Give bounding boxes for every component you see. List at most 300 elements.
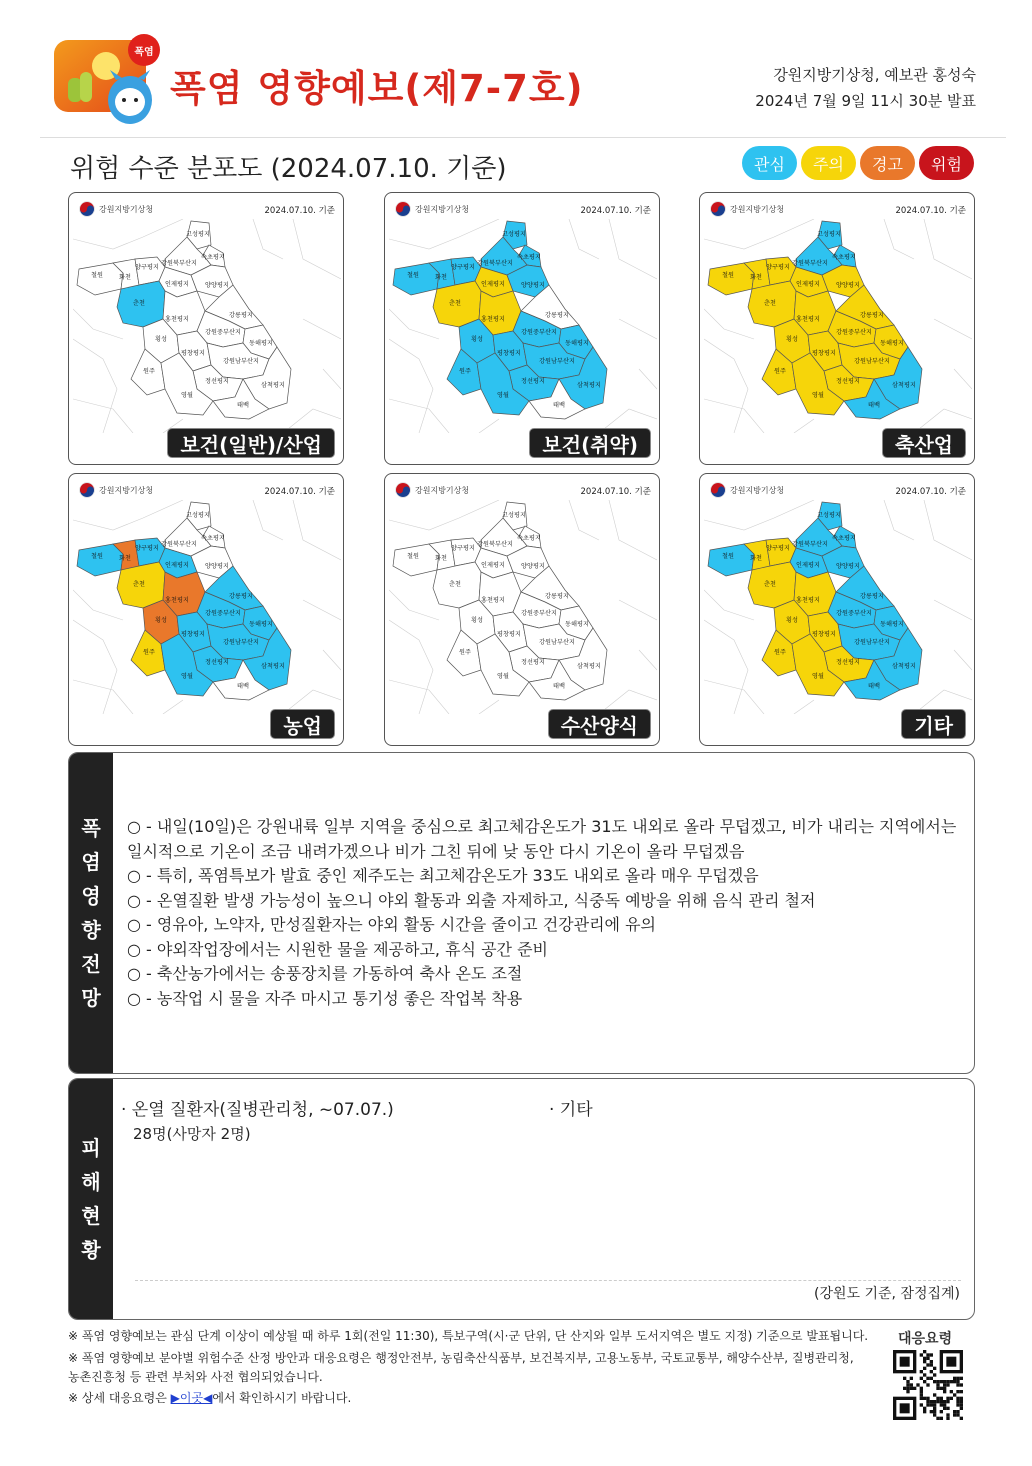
qr-module [923,1373,926,1376]
region-label: 정선평지 [836,659,860,666]
risk-map-card [68,192,344,465]
region-label: 강릉평지 [860,593,884,600]
terrain-line [389,680,449,714]
map-sector-label: 보건(취약) [529,428,651,458]
terrain-line [73,680,133,714]
region-label: 고성평지 [502,231,526,238]
region-label: 양양평지 [521,563,545,570]
qr-module [946,1380,949,1383]
qr-module [930,1360,933,1363]
terrain-line [704,219,814,249]
section-title: 위험 수준 분포도 (2024.07.10. 기준) [70,154,507,184]
region-label: 강원중부산지 [521,329,557,336]
terrain-line [609,500,657,560]
qr-module [956,1400,959,1403]
region-label: 인제평지 [165,562,189,569]
region-label: 정선평지 [205,659,229,666]
region-label: 강릉평지 [860,312,884,319]
terrain-line [619,600,657,620]
terrain-line [704,620,748,714]
terrain-line [323,650,341,670]
region-label: 화천 [119,555,131,562]
qr-module [920,1370,923,1373]
outlook-line: ○ - 특히, 폭염특보가 발효 중인 제주도는 최고체감온도가 33도 내외로 올라 매우 무덥겠음 [127,866,759,885]
qr-module [926,1357,929,1360]
region-label: 평창평지 [181,350,205,357]
kma-emblem-icon [710,201,726,217]
region-label: 삼척평지 [577,382,601,389]
terrain-line [479,419,499,433]
qr-finder [946,1357,956,1367]
qr-module [960,1407,963,1410]
heat-illness-count: 28명(사망자 2명) [133,1125,251,1143]
region-철원 [393,263,439,295]
agency-name: 강원지방기상청 [99,205,154,214]
map-header [395,482,651,500]
side-char: 영 [81,884,101,908]
map-header [395,201,651,219]
qr-module [926,1403,929,1406]
qr-module [956,1397,959,1400]
damage-note: (강원도 기준, 잠정집계) [814,1286,960,1302]
region-label: 평창평지 [497,631,521,638]
terrain-line [639,650,657,670]
terrain-line [73,339,117,433]
region-label: 영월 [497,392,509,399]
terrain-line [253,500,283,540]
region-label: 강원북부산지 [792,260,828,267]
terrain-line [704,680,764,714]
region-label: 강원남부산지 [539,639,575,646]
region-label: 횡성 [155,617,167,624]
qr-module [960,1417,963,1420]
kma-emblem-icon [395,482,411,498]
qr-module [933,1380,936,1383]
side-char: 폭 [81,816,101,840]
region-label: 강원남부산지 [539,358,575,365]
region-label: 강릉평지 [229,312,253,319]
region-label: 고성평지 [817,231,841,238]
region-label: 횡성 [471,336,483,343]
region-label: 고성평지 [817,512,841,519]
region-label: 태백 [868,683,880,690]
region-label: 양구평지 [451,545,475,552]
qr-module [930,1363,933,1366]
terrain-line [389,219,499,249]
qr-module [940,1380,943,1383]
qr-module [946,1417,949,1420]
qr-module [936,1397,939,1400]
terrain-line [934,600,972,620]
region-label: 영월 [181,673,193,680]
qr-module [950,1380,953,1383]
region-label: 고성평지 [502,512,526,519]
side-char: 염 [81,850,101,874]
terrain-line [884,219,914,259]
qr-module [923,1407,926,1410]
qr-module [916,1383,919,1386]
region-label: 홍천평지 [481,597,505,604]
qr-module [930,1400,933,1403]
outlook-line: ○ - 농작업 시 물을 자주 마시고 통기성 좋은 작업복 착용 [127,988,523,1008]
qr-module [953,1377,956,1380]
region-label: 평창평지 [497,350,521,357]
qr-module [910,1383,913,1386]
qr-module [926,1383,929,1386]
qr-module [933,1400,936,1403]
legend-level-1: 관심 [742,146,797,180]
damage-box [68,1078,975,1320]
region-label: 속초평지 [201,254,225,261]
region-label: 삼척평지 [261,382,285,389]
region-label: 횡성 [155,336,167,343]
map-sector-label: 수산양식 [548,709,651,739]
region-철원 [77,263,123,295]
region-label: 강원북부산지 [792,541,828,548]
terrain-line [389,620,433,714]
outlook-box [68,752,975,1074]
side-char: 망 [81,986,101,1010]
risk-map-card [699,473,975,746]
side-char: 향 [81,918,101,942]
region-label: 강원남부산지 [854,639,890,646]
terrain-line [619,319,657,339]
qr-module [933,1410,936,1413]
region-label: 인제평지 [796,562,820,569]
qr-module [933,1393,936,1396]
terrain-line [704,399,764,433]
qr-finder [900,1357,910,1367]
region-label: 속초평지 [201,535,225,542]
region-label: 화천 [119,274,131,281]
terrain-line [303,319,341,339]
terrain-line [954,369,972,389]
region-label: 인제평지 [165,281,189,288]
risk-map-card [384,192,660,465]
region-label: 원주 [459,649,471,656]
qr-module [930,1370,933,1373]
qr-module [923,1410,926,1413]
region-철원 [708,263,754,295]
footer-note-1: ※ 폭염 영향예보는 관심 단계 이상이 예상될 때 하루 1회(전일 11:30), 특보구역(시·군 단위, 단 산지와 일부 도서지역은 별도 지정) 기준으로 발표됩니다. [68,1329,869,1343]
qr-module [923,1367,926,1370]
region-label: 영월 [181,392,193,399]
region-label: 평창평지 [812,350,836,357]
terrain-line [73,399,133,433]
qr-module [926,1353,929,1356]
qr-module [956,1383,959,1386]
terrain-line [73,500,183,530]
region-label: 강원북부산지 [161,541,197,548]
terrain-line [934,319,972,339]
map-date: 2024.07.10. 기준 [895,206,966,216]
region-label: 춘천 [764,300,776,307]
qr-module [946,1383,949,1386]
region-label: 태백 [553,683,565,690]
gangwon-region-map [73,500,341,714]
terrain-line [73,620,117,714]
region-label: 홍천평지 [165,316,189,323]
terrain-line [293,219,341,279]
qr-module [943,1380,946,1383]
terrain-line [389,590,439,620]
qr-module [953,1393,956,1396]
region-label: 동해평지 [880,340,904,347]
region-label: 태백 [237,402,249,409]
region-label: 강원북부산지 [161,260,197,267]
qr-module [943,1383,946,1386]
side-char: 해 [81,1170,101,1194]
region-label: 원주 [774,649,786,656]
outlook-line: ○ - 야외작업장에서는 시원한 물을 제공하고, 휴식 공간 준비 [127,939,548,959]
region-label: 양구평지 [766,545,790,552]
gangwon-region-map [389,219,657,433]
region-label: 철원 [407,272,419,279]
outlook-line: ○ - 영유아, 노약자, 만성질환자는 야외 활동 시간을 줄이고 건강관리에 유의 [127,915,656,934]
risk-map-card [68,473,344,746]
header-divider [40,137,1006,138]
map-header [710,201,966,219]
region-label: 양양평지 [521,282,545,289]
terrain-line [704,339,748,433]
region-label: 강릉평지 [545,312,569,319]
region-label: 동해평지 [249,340,273,347]
region-label: 양양평지 [205,282,229,289]
risk-legend [742,146,974,180]
qr-module [960,1397,963,1400]
qr-module [923,1397,926,1400]
qr-module [926,1400,929,1403]
region-label: 횡성 [471,617,483,624]
region-label: 삼척평지 [892,663,916,670]
qr-module [930,1377,933,1380]
qr-module [923,1350,926,1353]
qr-module [943,1400,946,1403]
heatwave-badge: 폭염 [128,34,160,66]
region-label: 철원 [91,272,103,279]
side-char: 현 [81,1204,101,1228]
region-label: 삼척평지 [261,663,285,670]
qr-module [953,1410,956,1413]
legend-level-2: 주의 [801,146,856,180]
region-label: 삼척평지 [577,663,601,670]
qr-module [913,1387,916,1390]
other-damage-heading: · 기타 [549,1100,593,1120]
outlook-line: ○ - 내일(10일)은 강원내륙 일부 지역을 중심으로 최고체감온도가 31도 내외로 올라 무덥겠고, 비가 내리는 지역에서는 일시적으로 기온이 조금 내려가겠으나 비가 그친 뒤에 낮 동안 다시 기온이 올라 무덥겠음 [127,817,957,861]
region-label: 철원 [91,553,103,560]
region-label: 강원북부산지 [477,541,513,548]
region-label: 태백 [553,402,565,409]
region-label: 동해평지 [249,621,273,628]
qr-module [920,1353,923,1356]
terrain-line [924,219,972,279]
region-label: 강원북부산지 [477,260,513,267]
qr-module [943,1407,946,1410]
kma-emblem-icon [710,482,726,498]
terrain-line [73,219,183,249]
region-label: 강원중부산지 [521,610,557,617]
terrain-line [924,500,972,560]
kma-emblem-icon [79,201,95,217]
outlook-line: ○ - 축산농가에서는 송풍장치를 가동하여 축사 온도 조절 [127,964,523,983]
qr-module [910,1387,913,1390]
qr-module [920,1397,923,1400]
terrain-line [639,369,657,389]
response-guide-link[interactable]: ▶이곳◀ [170,1391,213,1405]
header [0,0,1032,140]
map-sector-label: 농업 [270,709,335,739]
qr-module [940,1410,943,1413]
terrain-line [794,419,814,433]
map-header [710,482,966,500]
qr-module [946,1413,949,1416]
gangwon-region-map [389,500,657,714]
region-철원 [77,544,123,576]
region-label: 강원남부산지 [223,358,259,365]
region-label: 인제평지 [481,281,505,288]
damage-divider [135,1280,961,1281]
region-철원 [393,544,439,576]
region-label: 고성평지 [186,231,210,238]
qr-module [960,1400,963,1403]
qr-module [936,1387,939,1390]
qr-module [956,1410,959,1413]
terrain-line [389,500,499,530]
region-label: 철원 [407,553,419,560]
terrain-line [704,590,754,620]
map-date: 2024.07.10. 기준 [895,487,966,497]
agency-name: 강원지방기상청 [730,205,785,214]
qr-module [920,1377,923,1380]
qr-module [923,1360,926,1363]
region-label: 정선평지 [521,378,545,385]
agency-name: 강원지방기상청 [415,205,470,214]
issue-time: 2024년 7월 9일 11시 30분 발표 [755,92,976,110]
page-title: 폭염 영향예보(제7-7호) [170,67,584,110]
outlook-text [127,815,957,1011]
region-label: 강원중부산지 [836,610,872,617]
region-label: 양양평지 [836,563,860,570]
qr-module [906,1387,909,1390]
terrain-line [704,500,814,530]
qr-module [940,1403,943,1406]
kma-emblem-icon [395,201,411,217]
terrain-line [794,700,814,714]
region-label: 평창평지 [812,631,836,638]
qr-module [950,1390,953,1393]
region-label: 원주 [143,649,155,656]
qr-module [936,1417,939,1420]
damage-side-label [69,1079,113,1319]
qr-module [956,1403,959,1406]
outlook-line: ○ - 온열질환 발생 가능성이 높으니 야외 활동과 외출 자제하고, 식중독 예방을 위해 음식 관리 철저 [127,890,816,910]
region-label: 양구평지 [451,264,475,271]
region-label: 인제평지 [481,562,505,569]
qr-module [920,1393,923,1396]
region-label: 춘천 [133,581,145,588]
qr-module [923,1357,926,1360]
region-label: 양구평지 [135,545,159,552]
qr-code[interactable] [893,1350,963,1420]
region-label: 철원 [722,272,734,279]
qr-module [910,1377,913,1380]
region-label: 양양평지 [205,563,229,570]
region-label: 영월 [497,673,509,680]
map-header [79,482,335,500]
qr-module [933,1407,936,1410]
gangwon-region-map [704,219,972,433]
region-label: 강릉평지 [229,593,253,600]
qr-module [956,1380,959,1383]
region-label: 화천 [750,555,762,562]
side-char: 황 [81,1238,101,1262]
qr-module [946,1407,949,1410]
qr-module [960,1390,963,1393]
qr-module [933,1413,936,1416]
terrain-line [253,219,283,259]
qr-finder [900,1403,910,1413]
region-label: 고성평지 [186,512,210,519]
qr-module [950,1397,953,1400]
terrain-line [389,399,449,433]
region-label: 홍천평지 [481,316,505,323]
heat-illness-heading: · 온열 질환자(질병관리청, ~07.07.) [121,1100,394,1120]
gangwon-region-map [73,219,341,433]
agency-name: 강원지방기상청 [730,486,785,495]
qr-module [943,1403,946,1406]
map-date: 2024.07.10. 기준 [580,206,651,216]
qr-module [940,1400,943,1403]
terrain-line [389,339,433,433]
qr-module [956,1377,959,1380]
issuer-info [755,62,976,114]
map-sector-label: 기타 [901,709,966,739]
region-label: 강원남부산지 [223,639,259,646]
region-label: 원주 [143,368,155,375]
footer-note-4 [68,1389,351,1406]
qr-module [953,1380,956,1383]
terrain-line [389,309,439,339]
terrain-line [569,500,599,540]
region-label: 홍천평지 [796,316,820,323]
footer-note-4-suffix: 에서 확인하시기 바랍니다. [212,1391,352,1405]
qr-module [940,1397,943,1400]
terrain-line [303,600,341,620]
qr-module [926,1377,929,1380]
qr-module [933,1367,936,1370]
qr-module [940,1417,943,1420]
qr-module [956,1413,959,1416]
terrain-line [479,700,499,714]
region-label: 홍천평지 [796,597,820,604]
terrain-line [163,700,183,714]
terrain-line [293,500,341,560]
region-label: 영월 [812,673,824,680]
region-label: 태백 [868,402,880,409]
terrain-line [954,650,972,670]
qr-module [923,1380,926,1383]
region-label: 속초평지 [832,254,856,261]
gangwon-region-map [704,500,972,714]
qr-module [936,1380,939,1383]
qr-module [936,1400,939,1403]
qr-module [953,1413,956,1416]
qr-module [906,1390,909,1393]
map-date: 2024.07.10. 기준 [264,487,335,497]
outlook-side-label [69,753,113,1073]
qr-module [960,1383,963,1386]
side-char: 피 [81,1136,101,1160]
